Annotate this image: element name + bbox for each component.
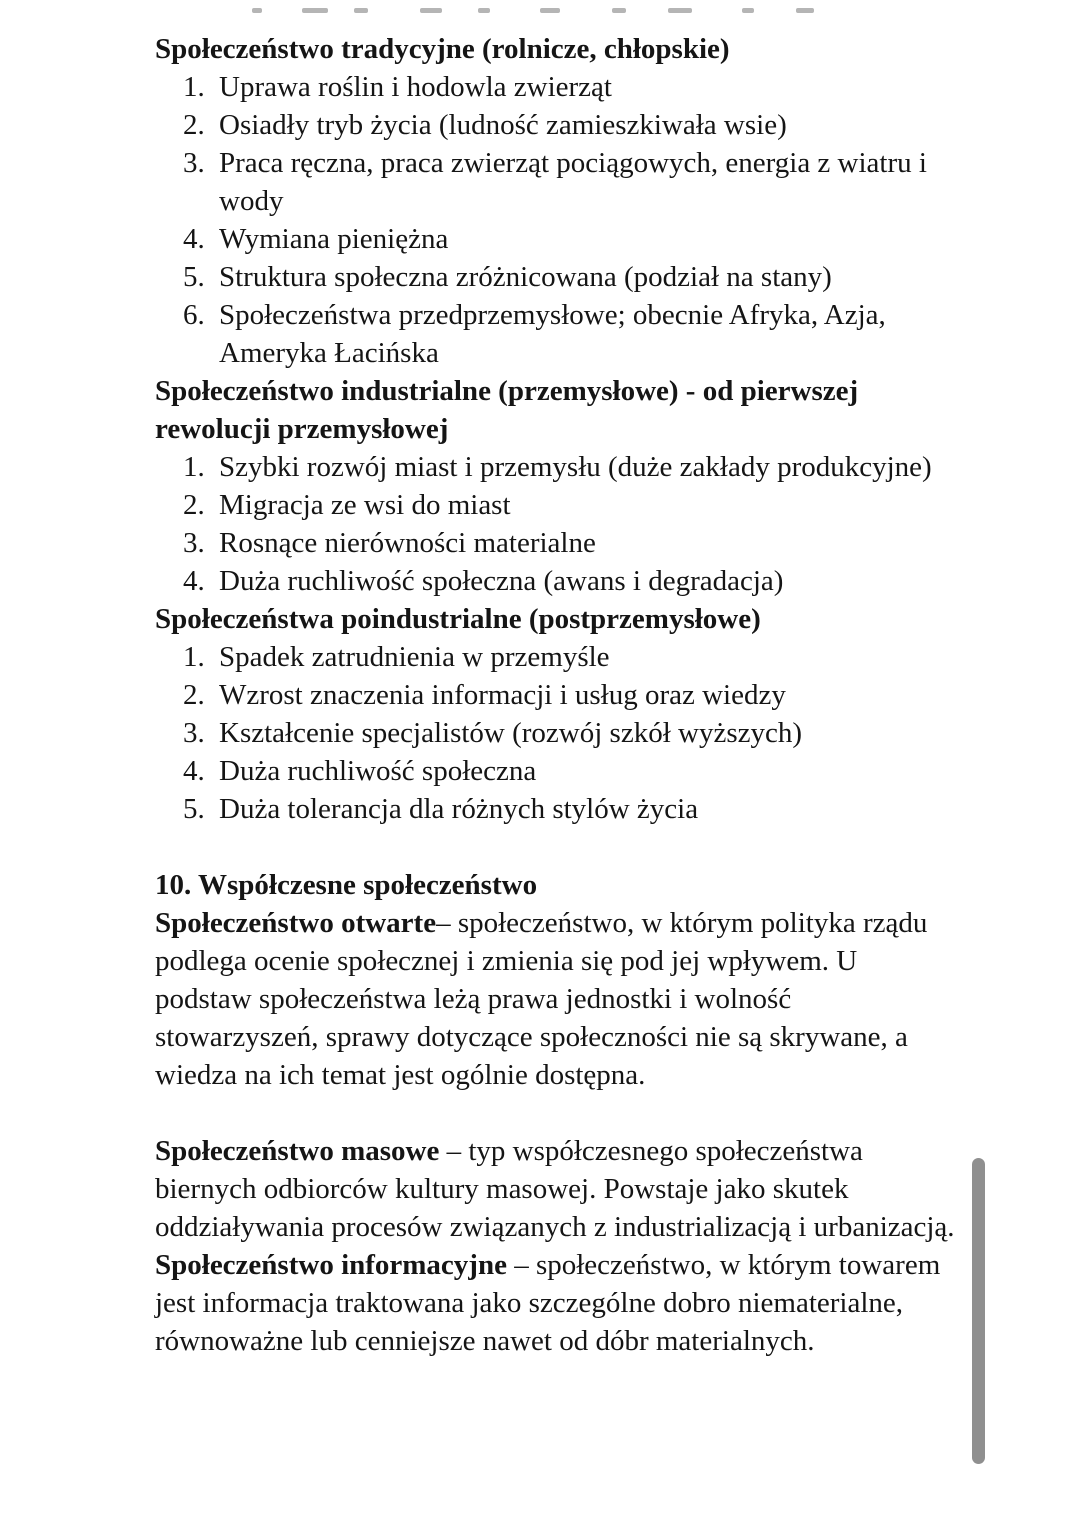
list-item-number: 6.	[183, 299, 205, 331]
list-item-text: Migracja ze wsi do miast	[219, 489, 511, 521]
list-item-number: 1.	[183, 451, 205, 483]
list-item-number: 1.	[183, 71, 205, 103]
list-item-number: 5.	[183, 261, 205, 293]
scrollbar-thumb[interactable]	[972, 1158, 985, 1464]
list-item-number: 4.	[183, 223, 205, 255]
list-item-text: Szybki rozwój miast i przemysłu (duże zakłady produkcyjne)	[219, 451, 932, 483]
list-item	[183, 68, 955, 106]
list-item	[183, 144, 955, 220]
ordered-list	[155, 448, 955, 600]
paragraph: Społeczeństwo otwarte– społeczeństwo, w którym polityka rządu podlega ocenie społecznej i zmienia się pod jej wpływem. U podstaw społeczeństwa leżą prawa jednostki i wolność stowarzyszeń, sprawy dotyczące społeczności nie są skrywane, a wiedza na ich temat jest ogólnie dostępna.	[155, 907, 928, 1091]
paragraph-lead-bold: Społeczeństwo informacyjne	[155, 1249, 507, 1281]
list-item-text: Społeczeństwa przedprzemysłowe; obecnie Afryka, Azja, Ameryka Łacińska	[219, 299, 886, 369]
list-item-number: 2.	[183, 489, 205, 521]
list-item	[183, 790, 955, 828]
list-item-text: Spadek zatrudnienia w przemyśle	[219, 641, 610, 673]
list-item-number: 3.	[183, 527, 205, 559]
list-item	[183, 448, 955, 486]
list-item-text: Wymiana pieniężna	[219, 223, 449, 255]
list-item	[183, 296, 955, 372]
ordered-list	[155, 638, 955, 828]
list-item	[183, 562, 955, 600]
section-heading: Społeczeństwo tradycyjne (rolnicze, chłopskie)	[155, 33, 730, 65]
section-heading: 10. Współczesne społeczeństwo	[155, 869, 538, 901]
list-item	[183, 752, 955, 790]
list-item-number: 1.	[183, 641, 205, 673]
list-item	[183, 258, 955, 296]
list-item-number: 3.	[183, 147, 205, 179]
document-content	[155, 30, 955, 1360]
clipped-text-fragments	[0, 0, 1080, 20]
list-item	[183, 676, 955, 714]
section-heading: Społeczeństwo industrialne (przemysłowe) - od pierwszej rewolucji przemysłowej	[155, 375, 859, 445]
paragraph: Społeczeństwo informacyjne – społeczeństwo, w którym towarem jest informacja traktowana jako szczególne dobro niematerialne, równoważne lub cenniejsze nawet od dóbr materialnych.	[155, 1249, 941, 1357]
list-item-number: 4.	[183, 565, 205, 597]
list-item-text: Rosnące nierówności materialne	[219, 527, 596, 559]
paragraph-lead-bold: Społeczeństwo otwarte	[155, 907, 437, 939]
list-item-number: 4.	[183, 755, 205, 787]
list-item	[183, 524, 955, 562]
blank-line	[155, 828, 955, 866]
list-item	[183, 714, 955, 752]
list-item-text: Duża tolerancja dla różnych stylów życia	[219, 793, 699, 825]
blank-line	[155, 1094, 955, 1132]
list-item-text: Duża ruchliwość społeczna (awans i degradacja)	[219, 565, 784, 597]
list-item-text: Uprawa roślin i hodowla zwierząt	[219, 71, 612, 103]
list-item	[183, 638, 955, 676]
list-item	[183, 106, 955, 144]
list-item-text: Struktura społeczna zróżnicowana (podział na stany)	[219, 261, 832, 293]
paragraph: Społeczeństwo masowe – typ współczesnego społeczeństwa biernych odbiorców kultury masowej. Powstaje jako skutek oddziaływania procesów związanych z industrializacją i urbanizacją.	[155, 1135, 955, 1243]
paragraph-lead-bold: Społeczeństwo masowe	[155, 1135, 440, 1167]
list-item-text: Duża ruchliwość społeczna	[219, 755, 537, 787]
list-item	[183, 220, 955, 258]
list-item-text: Kształcenie specjalistów (rozwój szkół wyższych)	[219, 717, 803, 749]
list-item-text: Wzrost znaczenia informacji i usług oraz wiedzy	[219, 679, 786, 711]
list-item-text: Osiadły tryb życia (ludność zamieszkiwała wsie)	[219, 109, 787, 141]
list-item	[183, 486, 955, 524]
section-heading: Społeczeństwa poindustrialne (postprzemysłowe)	[155, 603, 761, 635]
list-item-text: Praca ręczna, praca zwierząt pociągowych, energia z wiatru i wody	[219, 147, 927, 217]
list-item-number: 3.	[183, 717, 205, 749]
ordered-list	[155, 68, 955, 372]
list-item-number: 2.	[183, 679, 205, 711]
list-item-number: 5.	[183, 793, 205, 825]
list-item-number: 2.	[183, 109, 205, 141]
